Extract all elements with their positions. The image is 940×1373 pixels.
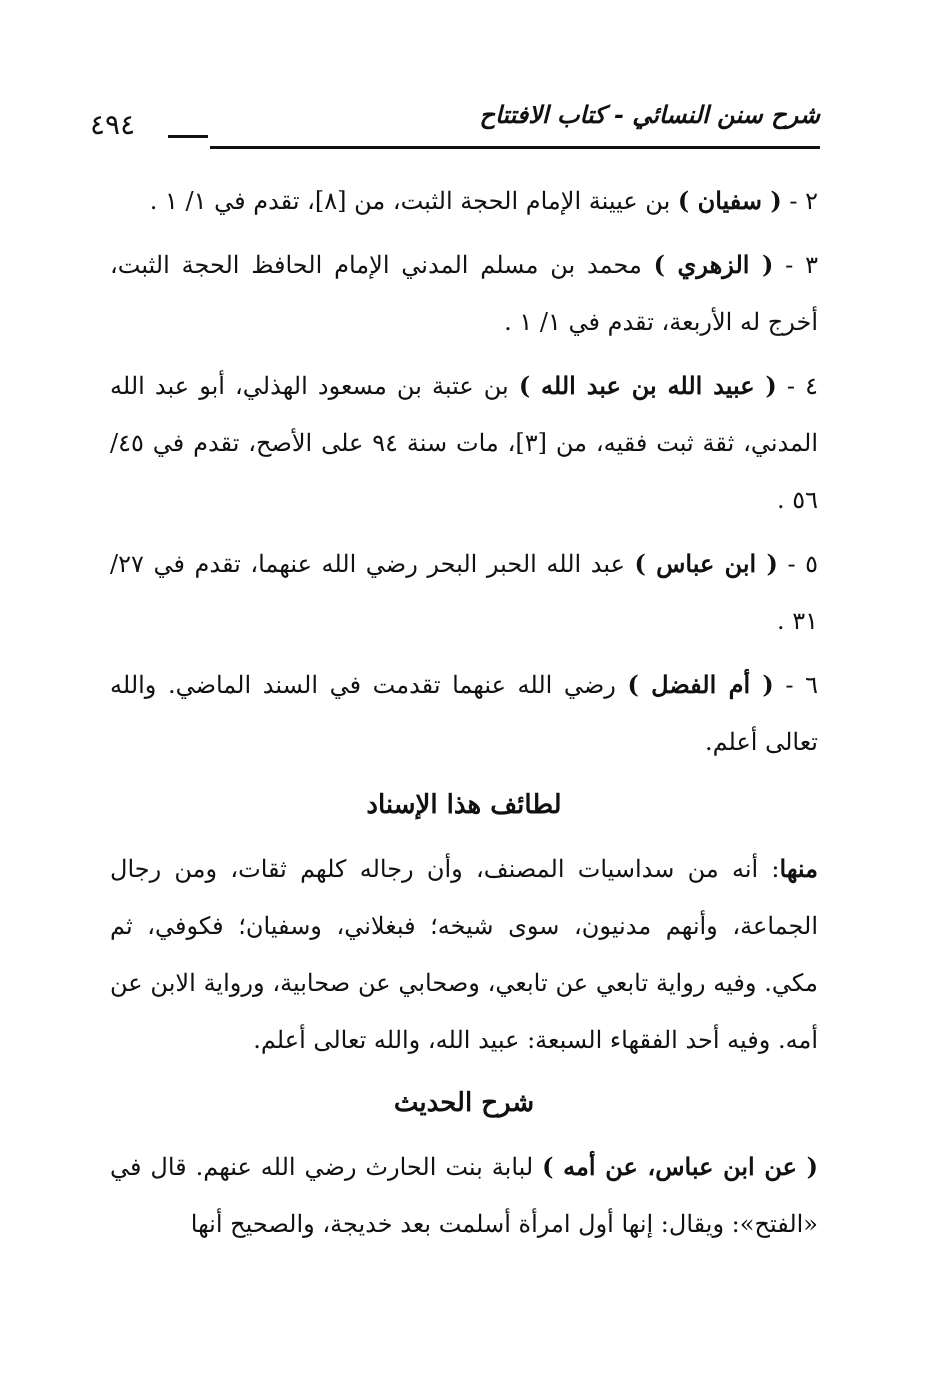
narrator-text: رضي الله عنهما تقدمت في السند الماضي. والله تعالى أعلم. xyxy=(110,671,818,756)
page-number-rule xyxy=(168,135,208,138)
narrator-entry xyxy=(110,535,818,650)
paragraph-lead: منها xyxy=(779,854,818,883)
header-title: شرح سنن النسائي - كتاب الافتتاح xyxy=(479,100,820,129)
entry-number: ٢ - xyxy=(781,187,818,215)
narrator-name: ( الزهري ) xyxy=(653,250,774,279)
running-header xyxy=(90,100,820,155)
narrator-name: ( ابن عباس ) xyxy=(634,549,778,578)
narrator-entry xyxy=(110,236,818,351)
entry-number: ٥ - xyxy=(777,550,819,578)
narrator-entry xyxy=(110,656,818,771)
hadith-explanation-paragraph xyxy=(110,1138,818,1253)
narrator-entry xyxy=(110,357,818,529)
header-rule xyxy=(210,146,820,149)
narrator-text: محمد بن مسلم المدني الإمام الحافظ الحجة الثبت، أخرج له الأربعة، تقدم في ١/ ١ . xyxy=(110,251,818,336)
narrator-text: بن عيينة الإمام الحجة الثبت، من [٨]، تقدم في ١/ ١ . xyxy=(149,187,678,215)
section-heading-hadith-explanation: شرح الحديث xyxy=(393,1088,535,1118)
narrator-name: ( عبيد الله بن عبد الله ) xyxy=(518,371,777,400)
entry-number: ٤ - xyxy=(776,372,818,400)
narrator-name: ( سفيان ) xyxy=(677,186,782,215)
narrator-text: بن عتبة بن مسعود الهذلي، أبو عبد الله المدني، ثقة ثبت فقيه، من [٣]، مات سنة ٩٤ على الأصح، تقدم في ٤٥/ ٥٦ . xyxy=(110,372,818,514)
paragraph-text: : أنه من سداسيات المصنف، وأن رجاله كلهم ثقات، ومن رجال الجماعة، وأنهم مدنيون، سوى شيخه؛ فبغلاني، وسفيان؛ فكوفي، ثم مكي. وفيه رواية تابعي عن تابعي، وصحابي عن صحابية، ورواية الابن عن أمه. وفيه أحد الفقهاء السبعة: عبيد الله، والله تعالى أعلم. xyxy=(110,855,818,1054)
narrator-name: ( أم الفضل ) xyxy=(627,670,774,699)
chain-subtleties-paragraph xyxy=(110,840,818,1069)
narrator-entry xyxy=(110,172,818,230)
page-body xyxy=(110,172,818,1259)
page-number: ٤٩٤ xyxy=(90,108,136,141)
paragraph-lead: ( عن ابن عباس، عن أمه ) xyxy=(542,1152,818,1181)
narrator-text: عبد الله الحبر البحر رضي الله عنهما، تقدم في ٢٧/ ٣١ . xyxy=(110,550,818,635)
paragraph-text: لبابة بنت الحارث رضي الله عنهم. قال في «الفتح»: ويقال: إنها أول امرأة أسلمت بعد خديجة، والصحيح أنها xyxy=(110,1153,818,1238)
entry-number: ٣ - xyxy=(773,251,818,279)
section-heading-chain-subtleties: لطائف هذا الإسناد xyxy=(366,790,562,820)
entry-number: ٦ - xyxy=(773,671,818,699)
